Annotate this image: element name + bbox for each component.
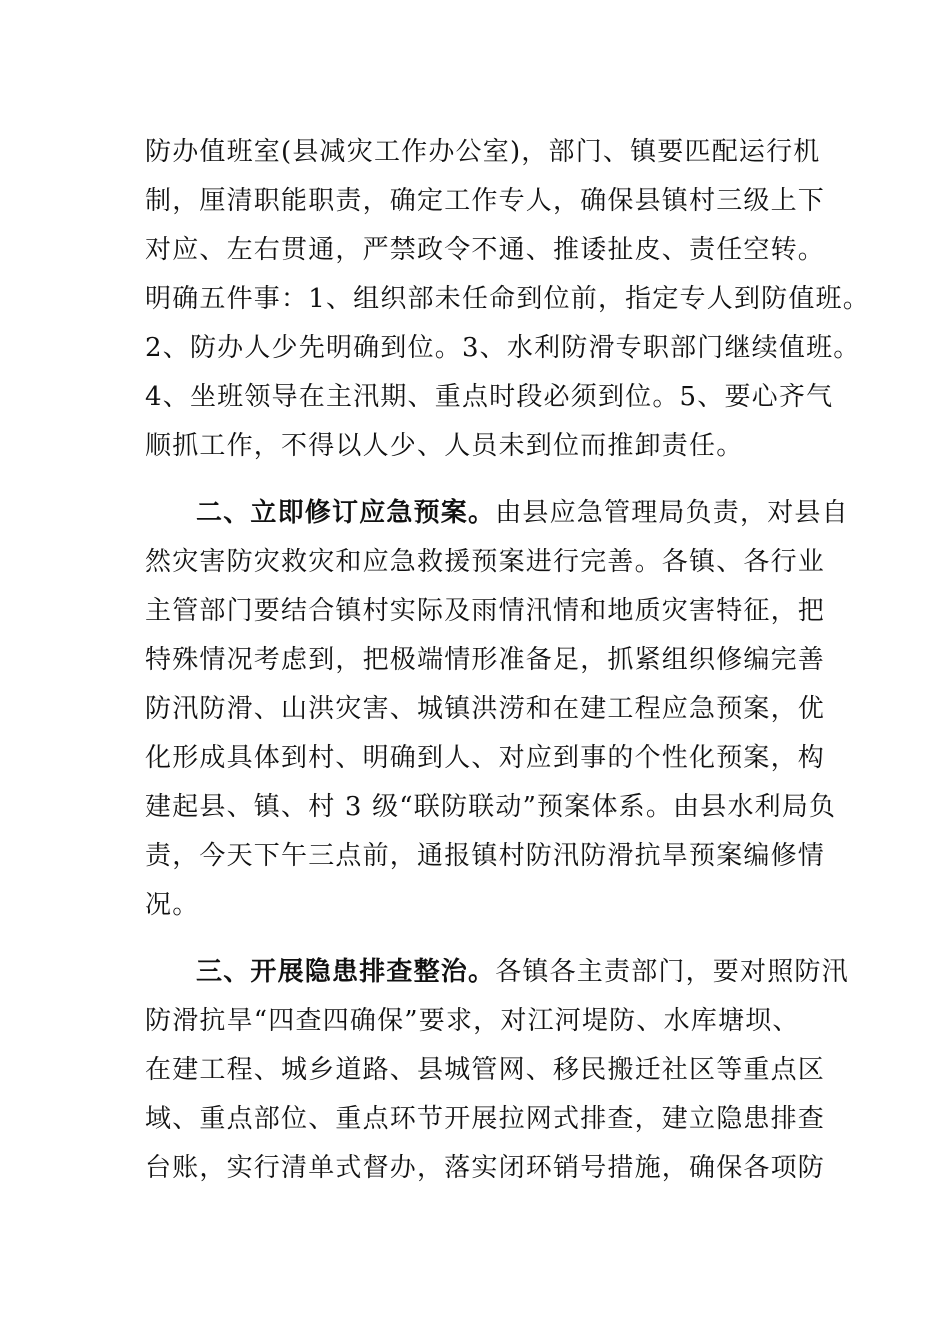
section-2-line-7: 建起县、镇、村 3 级“联防联动”预案体系。由县水利局负 [145, 792, 837, 822]
paragraph-1-line-5: 2、防办人少先明确到位。3、水利防滑专职部门继续值班。 [145, 333, 861, 363]
section-3-line-2: 防滑抗旱“四查四确保”要求，对江河堤防、水库塘坝、 [145, 1006, 800, 1036]
section-3-first-line [196, 952, 896, 992]
section-3-line-3: 在建工程、城乡道路、县城管网、移民搬迁社区等重点区 [145, 1055, 826, 1085]
section-2-line-5: 防汛防滑、山洪灾害、城镇洪涝和在建工程应急预案，优 [145, 694, 826, 724]
section-2-first-line-text: 由县应急管理局负责，对县自 [495, 498, 849, 528]
section-2-first-line [196, 493, 896, 533]
paragraph-1-line-1: 防办值班室(县减灾工作办公室)，部门、镇要匹配运行机 [145, 137, 821, 167]
section-2-line-6: 化形成具体到村、明确到人、对应到事的个性化预案，构 [145, 743, 826, 773]
section-3-line-5: 台账，实行清单式督办，落实闭环销号措施，确保各项防 [145, 1153, 826, 1183]
section-2-line-8: 责，今天下午三点前，通报镇村防汛防滑抗旱预案编修情 [145, 841, 826, 871]
section-2-heading: 二、立即修订应急预案。 [196, 498, 496, 528]
paragraph-1-line-2: 制，厘清职能职责，确定工作专人，确保县镇村三级上下 [145, 186, 826, 216]
paragraph-1-line-6: 4、坐班领导在主汛期、重点时段必须到位。5、要心齐气 [145, 382, 834, 412]
section-2-line-3: 主管部门要结合镇村实际及雨情汛情和地质灾害特征，把 [145, 596, 826, 626]
section-3-first-line-text: 各镇各主责部门，要对照防汛 [495, 957, 849, 987]
section-3-line-4: 域、重点部位、重点环节开展拉网式排查，建立隐患排查 [145, 1104, 826, 1134]
section-2-line-2: 然灾害防灾救灾和应急救援预案进行完善。各镇、各行业 [145, 547, 826, 577]
section-3-heading: 三、开展隐患排查整治。 [196, 957, 496, 987]
paragraph-1-line-3: 对应、左右贯通，严禁政令不通、推诿扯皮、责任空转。 [145, 235, 826, 265]
section-2-line-9: 况。 [145, 890, 200, 920]
section-2-line-4: 特殊情况考虑到，把极端情形准备足，抓紧组织修编完善 [145, 645, 826, 675]
paragraph-1-line-4: 明确五件事：1、组织部未任命到位前，指定专人到防值班。 [145, 284, 870, 314]
paragraph-1-line-7: 顺抓工作，不得以人少、人员未到位而推卸责任。 [145, 431, 744, 461]
